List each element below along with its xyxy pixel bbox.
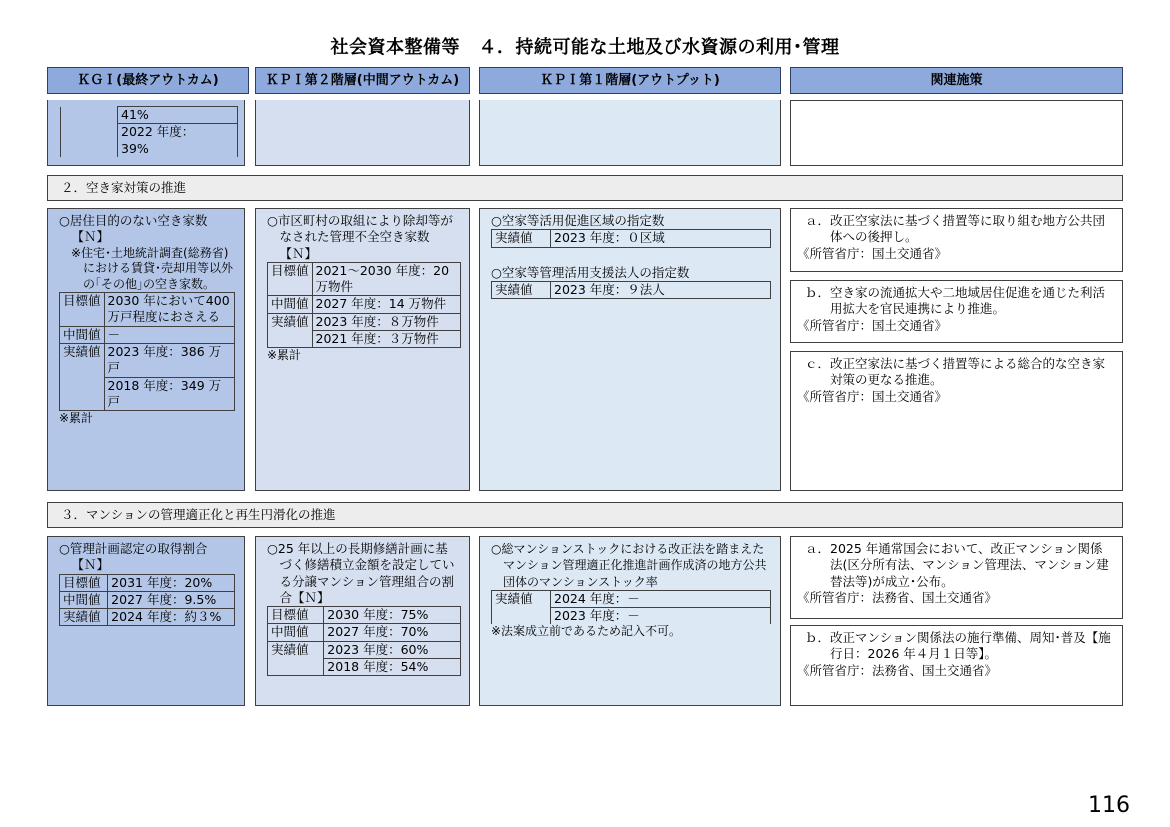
mid-label: 中間値 xyxy=(60,591,108,608)
target-label: 目標値 xyxy=(268,262,313,296)
kpi1-values-table xyxy=(491,229,771,247)
kpi1-indicator-title: ○空家等活用促進区域の指定数 xyxy=(491,213,665,228)
measure-ministry: 《所管省庁：法務省、国土交通省》 xyxy=(797,662,998,678)
kpi1-indicator-title: ○空家等管理活用支援法人の指定数 xyxy=(491,264,690,280)
measure-label: ａ．2025 年通常国会において、改正マンション関係法(区分所有法、マンション管理法、マンション建替法等)が成立･公布。 xyxy=(805,541,1109,589)
kpi1-footnote: ※法案成立前であるため記入不可。 xyxy=(491,624,682,639)
target-label: 目標値 xyxy=(60,293,105,327)
measure-label: ａ．改正空家法に基づく措置等に取り組む地方公共団体への後押し。 xyxy=(805,213,1106,245)
actual-label: 実績値 xyxy=(60,609,108,626)
measure-ministry: 《所管省庁：国土交通省》 xyxy=(797,317,948,333)
measure-label: ｂ．空き家の流通拡大や二地域居住促進を通じた利活用拡大を官民連携により推進。 xyxy=(805,285,1106,317)
kgi-footnote: ※累計 xyxy=(59,411,94,426)
actual-value: 2023 年度：０区域 xyxy=(551,230,771,247)
table-cell: 41% xyxy=(118,107,238,124)
page-title: 社会資本整備等 ４．持続可能な土地及び水資源の利用･管理 xyxy=(330,37,840,58)
mid-label: 中間値 xyxy=(60,326,105,343)
table-cell: 39% xyxy=(118,141,238,157)
kgi-indicator-title: ○居住目的のない空き家数【Ｎ】 xyxy=(59,213,208,245)
section-2-kgi-box xyxy=(47,208,245,491)
section-3-heading: ３．マンションの管理適正化と再生円滑化の推進 xyxy=(47,502,1123,528)
actual-value: 2023 年度：９法人 xyxy=(551,281,771,298)
mid-label: 中間値 xyxy=(268,296,313,313)
actual-value: 2018 年度：54% xyxy=(324,659,461,676)
actual-label: 実績値 xyxy=(60,343,105,410)
actual-value: 2021 年度：３万物件 xyxy=(312,331,460,348)
measure-item xyxy=(790,625,1123,706)
header-measures: 関連施策 xyxy=(790,67,1123,94)
kgi-continuation-box xyxy=(47,100,245,166)
actual-value: 2024 年度：－ xyxy=(551,590,771,607)
target-label: 目標値 xyxy=(60,574,108,591)
kgi-indicator-title: ○管理計画認定の取得割合【Ｎ】 xyxy=(59,541,208,573)
kpi2-continuation-box xyxy=(255,100,470,166)
section-2-kpi1-box xyxy=(479,208,781,491)
section-2-kpi2-box xyxy=(255,208,470,491)
section-2-heading: ２．空き家対策の推進 xyxy=(47,175,1123,201)
kpi1-values-table xyxy=(491,281,771,299)
measures-continuation-box xyxy=(790,100,1123,166)
mid-value: 2027 年度：14 万物件 xyxy=(312,296,460,313)
kpi2-indicator-title: ○市区町村の取組により除却等がなされた管理不全空き家数【Ｎ】 xyxy=(267,213,453,261)
target-value: 2030 年において400 万戸程度におさえる xyxy=(104,293,234,327)
kpi2-values-table xyxy=(267,262,461,348)
section-3-kgi-box xyxy=(47,536,245,706)
target-value: 2031 年度：20% xyxy=(108,574,235,591)
section-3-kpi1-box xyxy=(479,536,781,706)
measure-ministry: 《所管省庁：法務省、国土交通省》 xyxy=(797,589,998,605)
header-kgi: ＫＧＩ(最終アウトカム) xyxy=(47,67,249,94)
kgi-indicator-note: ※住宅･土地統計調査(総務省)における賃貸･売却用等以外の｢その他｣の空き家数。 xyxy=(71,245,234,291)
target-label: 目標値 xyxy=(268,607,324,624)
actual-value: 2023 年度：386 万戸 xyxy=(104,343,234,377)
actual-label: 実績値 xyxy=(268,641,324,676)
section-3-kpi2-box xyxy=(255,536,470,706)
header-kpi1: ＫＰＩ第１階層(アウトプット) xyxy=(479,67,781,94)
kpi1-continuation-box xyxy=(479,100,781,166)
kpi2-values-table xyxy=(267,606,461,676)
actual-value: 2024 年度：約３% xyxy=(108,609,235,626)
mid-value: 2027 年度：9.5% xyxy=(108,591,235,608)
kpi1-values-table xyxy=(491,590,771,625)
header-kpi2: ＫＰＩ第２階層(中間アウトカム) xyxy=(255,67,470,94)
table-cell: 2022 年度： xyxy=(118,124,238,141)
measure-item xyxy=(790,208,1123,272)
actual-label: 実績値 xyxy=(492,230,551,247)
actual-value: 2023 年度：－ xyxy=(551,608,771,625)
kgi-values-table xyxy=(59,292,235,411)
mid-label: 中間値 xyxy=(268,624,324,641)
measure-ministry: 《所管省庁：国土交通省》 xyxy=(797,245,948,261)
kgi-values-table xyxy=(59,574,235,627)
actual-label: 実績値 xyxy=(492,590,551,624)
actual-value: 2018 年度：349 万戸 xyxy=(104,377,234,411)
actual-value: 2023 年度：60% xyxy=(324,641,461,658)
measure-item xyxy=(790,351,1123,491)
measure-item xyxy=(790,280,1123,343)
kpi1-indicator-title: ○総マンションストックにおける改正法を踏まえたマンション管理適正化推進計画作成済の地方公共団体のマンションストック率 xyxy=(491,542,767,589)
actual-label: 実績値 xyxy=(268,313,313,348)
measure-item xyxy=(790,536,1123,619)
kpi2-indicator-title: ○25 年以上の長期修繕計画に基づく修繕積立金額を設定している分譲マンション管理組合の割合【Ｎ】 xyxy=(267,541,455,605)
measure-label: ｂ．改正マンション関係法の施行準備、周知･普及【施行日：2026 年４月１日等】。 xyxy=(805,630,1111,662)
page-number: 116 xyxy=(1088,793,1130,818)
measure-ministry: 《所管省庁：国土交通省》 xyxy=(797,388,948,404)
target-value: 2030 年度：75% xyxy=(324,607,461,624)
measure-label: ｃ．改正空家法に基づく措置等による総合的な空き家対策の更なる推進。 xyxy=(805,356,1106,388)
kgi-continuation-table xyxy=(60,106,238,157)
mid-value: － xyxy=(104,326,234,343)
target-value: 2021～2030 年度：20 万物件 xyxy=(312,262,460,296)
kpi2-footnote: ※累計 xyxy=(267,348,302,363)
actual-value: 2023 年度：８万物件 xyxy=(312,313,460,330)
actual-label: 実績値 xyxy=(492,281,551,298)
mid-value: 2027 年度：70% xyxy=(324,624,461,641)
